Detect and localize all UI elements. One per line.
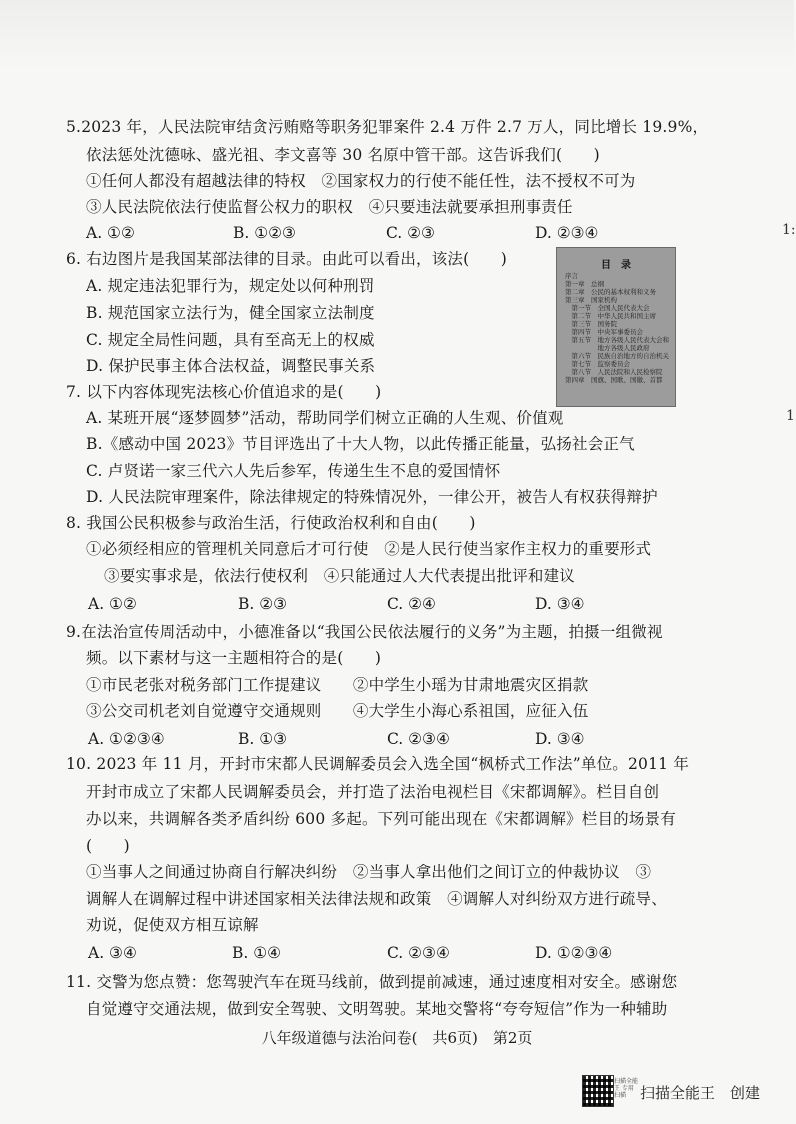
option-d: D. ③④ [535,730,585,748]
option-d: D. ①②③④ [535,944,613,962]
option-d: D. ③④ [535,595,585,613]
option-c: C. ②③ [386,224,435,242]
toc-line: 第五节 地方各级人民代表大会和 [565,336,669,344]
question-11-line-1: 11. 交警为您点赞：您驾驶汽车在斑马线前，做到提前减速，通过速度相对安全。感谢您 [66,973,678,991]
option-c: C. ②④ [387,595,436,613]
question-10-statements-2: 调解人在调解过程中讲述国家相关法律法规和政策 ④调解人对纠纷双方进行疏导、 [86,890,667,908]
question-6-stem: 6. 右边图片是我国某部法律的目录。由此可以看出，该法( ) [66,250,508,268]
law-table-of-contents-image [556,247,676,407]
question-10-line-1: 10. 2023 年 11 月，开封市宋都人民调解委员会入选全国“枫桥式工作法”单位。2011 年 [66,755,690,773]
option-a: A. ①② [88,595,137,613]
page-footer: 八年级道德与法治问卷( 共6页) 第2页 [261,1029,533,1047]
toc-line: 第四章 国旗、国歌、国徽、首都 [565,376,663,384]
edge-mark: 1: [782,222,796,238]
scanner-watermark: 扫描全能王 创建 [640,1084,761,1102]
qr-label: 扫描全能王 专用扫描 [614,1078,639,1099]
question-9-statement-1-2: ①市民老张对税务部门工作提建议 ②中学生小瑶为甘肃地震灾区捐款 [86,676,589,694]
qr-code-icon [582,1075,614,1107]
option-a: A. ③④ [88,944,137,962]
toc-line: 地方各级人民政府 [565,344,650,352]
option-b: B. 规范国家立法行为，健全国家立法制度 [86,304,375,322]
option-c: C. 卢贤诺一家三代六人先后参军，传递生生不息的爱国情怀 [86,462,501,480]
question-9-stem-2: 频。以下素材与这一主题相符合的是( ) [86,649,382,667]
option-b: B. ①④ [232,944,282,962]
toc-line: 第三章 国家机构 [565,296,617,304]
option-c: C. ②③④ [387,730,450,748]
question-5-statement-1-2: ①任何人都没有超越法律的特权 ②国家权力的行使不能任性，法不授权不可为 [86,172,636,190]
question-5-line-2: 依法惩处沈德咏、盛光祖、李文喜等 30 名原中管干部。这告诉我们( ) [86,146,600,164]
option-b: B. ②③ [238,595,288,613]
option-d: D. ②③④ [535,224,599,242]
question-5-statement-3-4: ③人民法院依法行使监督公权力的职权 ④只要违法就要承担刑事责任 [86,198,573,216]
option-a: A. ①②③④ [88,730,165,748]
question-10-statements-3: 劝说，促使双方相互谅解 [86,916,259,934]
toc-line: 第二章 公民的基本权利和义务 [565,288,656,296]
question-10-line-2: 开封市成立了宋都人民调解委员会，并打造了法治电视栏目《宋都调解》。栏目自创 [86,783,660,801]
question-7-stem: 7. 以下内容体现宪法核心价值追求的是( ) [66,383,382,401]
toc-line: 第一章 总纲 [565,280,604,288]
question-8-statement-1-2: ①必须经相应的管理机关同意后才可行使 ②是人民行使当家作主权力的重要形式 [86,540,652,558]
question-9-statement-3-4: ③公交司机老刘自觉遵守交通规则 ④大学生小海心系祖国，应征入伍 [86,702,589,720]
question-10-line-3: 办以来，共调解各类矛盾纠纷 600 多起。下列可能出现在《宋都调解》栏目的场景有 [86,810,676,828]
option-a: A. ①② [86,224,135,242]
toc-line: 第八节 人民法院和人民检察院 [565,368,663,376]
question-11-line-2: 自觉遵守交通法规，做到安全驾驶、文明驾驶。某地交警将“夸夸短信”作为一种辅助 [86,1000,668,1018]
question-10-answer-blank: ( ) [86,837,130,855]
option-c: C. 规定全局性问题，具有至高无上的权威 [86,331,375,349]
toc-title: 目 录 [601,260,631,271]
option-d: D. 人民法院审理案件，除法律规定的特殊情况外，一律公开，被告人有权获得辩护 [86,488,658,506]
edge-mark: 1 [786,408,795,424]
question-10-statements-1: ①当事人之间通过协商自行解决纠纷 ②当事人拿出他们之间订立的仲裁协议 ③ [86,863,652,881]
page-top-shadow [0,0,794,70]
toc-line: 第七节 监察委员会 [565,360,630,368]
option-b: B. ①③ [238,730,288,748]
toc-line: 第二节 中华人民共和国主席 [565,312,656,320]
question-8-statement-3-4: ③要实事求是，依法行使权利 ④只能通过人大代表提出批评和建议 [104,567,576,585]
option-a: A. 某班开展“逐梦圆梦”活动，帮助同学们树立正确的人生观、价值观 [86,409,564,427]
option-c: C. ②③④ [387,944,450,962]
option-d: D. 保护民事主体合法权益，调整民事关系 [86,357,376,375]
option-b: B. ①②③ [233,224,296,242]
toc-line: 第六节 民族自治地方的自治机关 [565,352,669,360]
toc-line: 序言 [565,272,578,280]
toc-line: 第四节 中央军事委员会 [565,328,643,336]
option-a: A. 规定违法犯罪行为，规定处以何种刑罚 [86,277,375,295]
question-8-stem: 8. 我国公民积极参与政治生活，行使政治权利和自由( ) [66,514,476,532]
option-b: B.《感动中国 2023》节目评选出了十大人物，以此传播正能量，弘扬社会正气 [86,435,635,453]
question-5-line-1: 5.2023 年，人民法院审结贪污贿赂等职务犯罪案件 2.4 万件 2.7 万人，同比增长 19.9%， [66,118,709,136]
question-9-stem-1: 9.在法治宣传周活动中，小德准备以“我国公民依法履行的义务”为主题，拍摄一组微视 [66,623,663,641]
toc-line: 第三节 国务院 [565,320,617,328]
toc-line: 第一节 全国人民代表大会 [565,304,650,312]
